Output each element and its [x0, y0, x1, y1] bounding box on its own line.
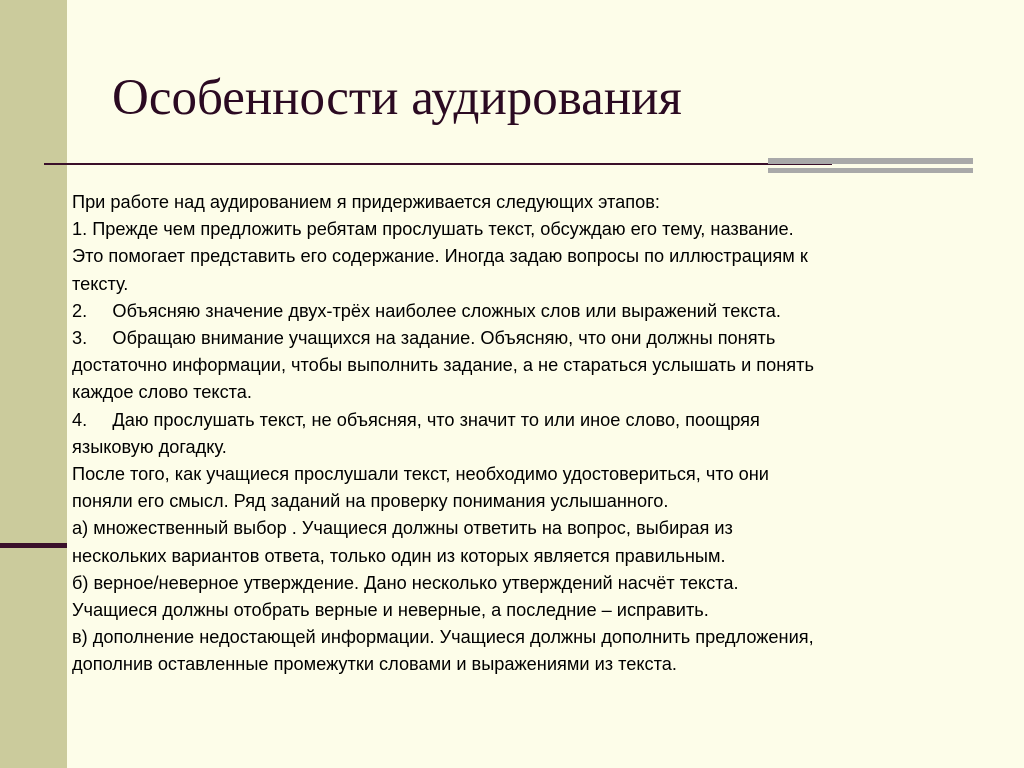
text-line: в) дополнение недостающей информации. Учащиеся должны дополнить предложения,	[72, 627, 814, 648]
text-line: 2. Объясняю значение двух-трёх наиболее сложных слов или выражений текста.	[72, 300, 781, 321]
text-line: тексту.	[72, 273, 129, 294]
left-accent-line	[0, 543, 67, 548]
text-line: 4. Даю прослушать текст, не объясняя, что значит то или иное слово, поощряя	[72, 409, 760, 430]
slide-body-text	[72, 189, 1012, 679]
rule-bar-top	[768, 158, 973, 164]
text-line: поняли его смысл. Ряд заданий на проверку понимания услышанного.	[72, 491, 669, 512]
rule-bar-bottom	[768, 168, 973, 173]
text-line: достаточно информации, чтобы выполнить задание, а не стараться услышать и понять	[72, 355, 814, 376]
text-line: нескольких вариантов ответа, только один из которых является правильным.	[72, 545, 726, 566]
text-line: При работе над аудированием я придерживается следующих этапов:	[72, 192, 660, 212]
text-line: а) множественный выбор . Учащиеся должны ответить на вопрос, выбирая из	[72, 518, 733, 539]
text-line: Это помогает представить его содержание. Иногда задаю вопросы по иллюстрациям к	[72, 246, 808, 267]
text-line: языковую догадку.	[72, 436, 227, 457]
text-line: 1. Прежде чем предложить ребятам прослушать текст, обсуждаю его тему, название.	[72, 219, 794, 240]
text-line: После того, как учащиеся прослушали текст, необходимо удостовериться, что они	[72, 464, 769, 485]
text-line: б) верное/неверное утверждение. Дано несколько утверждений насчёт текста.	[72, 572, 739, 593]
slide-title: Особенности аудирования	[112, 70, 682, 126]
text-line: 3. Обращаю внимание учащихся на задание. Объясняю, что они должны понять	[72, 328, 776, 349]
left-decorative-band	[0, 0, 67, 768]
text-line: каждое слово текста.	[72, 382, 252, 403]
title-underline	[44, 163, 832, 165]
title-rule-block	[768, 158, 973, 178]
text-line: Учащиеся должны отобрать верные и неверные, а последние – исправить.	[72, 600, 709, 621]
text-line: дополнив оставленные промежутки словами и выражениями из текста.	[72, 654, 677, 675]
